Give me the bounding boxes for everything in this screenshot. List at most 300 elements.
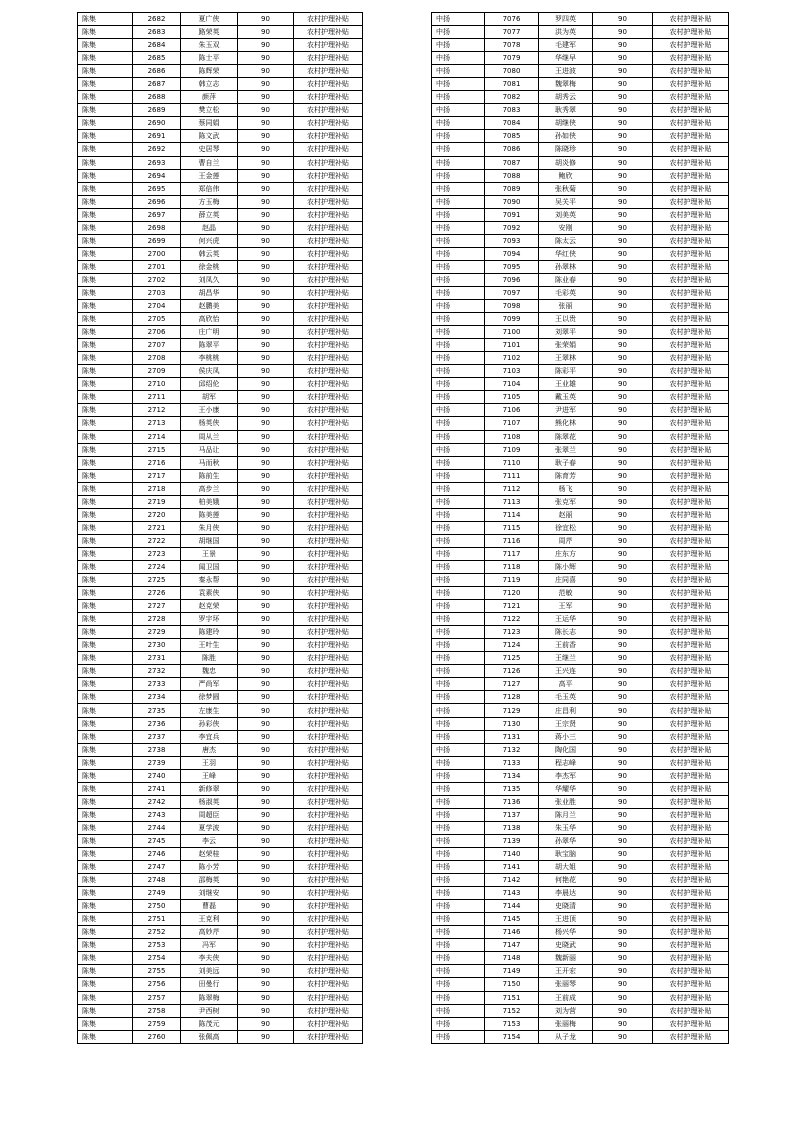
person-name-cell: 杨飞 xyxy=(539,482,593,495)
subsidy-type-cell: 农村护理补贴 xyxy=(653,665,729,678)
subsidy-type-cell: 农村护理补贴 xyxy=(294,626,363,639)
serial-number-cell: 7139 xyxy=(485,834,539,847)
amount-cell: 90 xyxy=(238,848,294,861)
town-cell: 中扬 xyxy=(432,730,485,743)
subsidy-type-cell: 农村护理补贴 xyxy=(294,743,363,756)
person-name-cell: 孙如侠 xyxy=(539,130,593,143)
table-row xyxy=(78,834,363,847)
amount-cell: 90 xyxy=(238,130,294,143)
subsidy-type-cell: 农村护理补贴 xyxy=(294,286,363,299)
serial-number-cell: 2718 xyxy=(133,482,181,495)
table-row xyxy=(78,717,363,730)
table-row xyxy=(78,221,363,234)
subsidy-type-cell: 农村护理补贴 xyxy=(294,600,363,613)
table-row xyxy=(78,247,363,260)
amount-cell: 90 xyxy=(238,730,294,743)
amount-cell: 90 xyxy=(593,391,653,404)
serial-number-cell: 2756 xyxy=(133,978,181,991)
town-cell: 中扬 xyxy=(432,182,485,195)
subsidy-type-cell: 农村护理补贴 xyxy=(653,560,729,573)
serial-number-cell: 2725 xyxy=(133,574,181,587)
subsidy-type-cell: 农村护理补贴 xyxy=(653,26,729,39)
subsidy-type-cell: 农村护理补贴 xyxy=(294,273,363,286)
person-name-cell: 王宗贤 xyxy=(539,717,593,730)
town-cell: 陈集 xyxy=(78,626,133,639)
table-row xyxy=(78,443,363,456)
person-name-cell: 陈翠花 xyxy=(539,430,593,443)
serial-number-cell: 2720 xyxy=(133,508,181,521)
serial-number-cell: 2733 xyxy=(133,678,181,691)
person-name-cell: 曹自兰 xyxy=(181,156,238,169)
town-cell: 中扬 xyxy=(432,352,485,365)
person-name-cell: 冯军 xyxy=(181,939,238,952)
amount-cell: 90 xyxy=(593,626,653,639)
person-name-cell: 杨淑英 xyxy=(181,795,238,808)
subsidy-type-cell: 农村护理补贴 xyxy=(294,156,363,169)
subsidy-type-cell: 农村护理补贴 xyxy=(294,482,363,495)
table-row xyxy=(78,560,363,573)
person-name-cell: 陈士平 xyxy=(181,52,238,65)
amount-cell: 90 xyxy=(238,587,294,600)
person-name-cell: 王景 xyxy=(181,547,238,560)
subsidy-type-cell: 农村护理补贴 xyxy=(294,769,363,782)
table-row xyxy=(78,691,363,704)
serial-number-cell: 7085 xyxy=(485,130,539,143)
table-row xyxy=(78,626,363,639)
town-cell: 中扬 xyxy=(432,887,485,900)
subsidy-type-cell: 农村护理补贴 xyxy=(294,378,363,391)
person-name-cell: 程志峰 xyxy=(539,756,593,769)
subsidy-type-cell: 农村护理补贴 xyxy=(294,926,363,939)
person-name-cell: 胡继国 xyxy=(181,534,238,547)
person-name-cell: 朱月侠 xyxy=(181,521,238,534)
amount-cell: 90 xyxy=(593,456,653,469)
serial-number-cell: 7086 xyxy=(485,143,539,156)
amount-cell: 90 xyxy=(593,78,653,91)
person-name-cell: 邵梅英 xyxy=(181,874,238,887)
person-name-cell: 陈小芳 xyxy=(181,861,238,874)
table-row xyxy=(78,313,363,326)
person-name-cell: 孙翠林 xyxy=(539,260,593,273)
subsidy-type-cell: 农村护理补贴 xyxy=(294,404,363,417)
amount-cell: 90 xyxy=(238,795,294,808)
subsidy-type-cell: 农村护理补贴 xyxy=(653,391,729,404)
serial-number-cell: 7126 xyxy=(485,665,539,678)
amount-cell: 90 xyxy=(593,352,653,365)
subsidy-type-cell: 农村护理补贴 xyxy=(294,221,363,234)
amount-cell: 90 xyxy=(593,991,653,1004)
person-name-cell: 华红侠 xyxy=(539,247,593,260)
table-row xyxy=(432,78,729,91)
serial-number-cell: 2710 xyxy=(133,378,181,391)
serial-number-cell: 7091 xyxy=(485,208,539,221)
amount-cell: 90 xyxy=(593,782,653,795)
table-row xyxy=(432,652,729,665)
amount-cell: 90 xyxy=(238,273,294,286)
person-name-cell: 陈育芳 xyxy=(539,469,593,482)
person-name-cell: 李晨达 xyxy=(539,887,593,900)
person-name-cell: 胡大姐 xyxy=(539,861,593,874)
town-cell: 陈集 xyxy=(78,834,133,847)
serial-number-cell: 7119 xyxy=(485,574,539,587)
serial-number-cell: 2697 xyxy=(133,208,181,221)
serial-number-cell: 2754 xyxy=(133,952,181,965)
table-row xyxy=(432,808,729,821)
serial-number-cell: 2698 xyxy=(133,221,181,234)
subsidy-type-cell: 农村护理补贴 xyxy=(653,1017,729,1030)
subsidy-type-cell: 农村护理补贴 xyxy=(653,378,729,391)
person-name-cell: 胡军 xyxy=(181,391,238,404)
table-row xyxy=(432,130,729,143)
town-cell: 陈集 xyxy=(78,991,133,1004)
serial-number-cell: 2757 xyxy=(133,991,181,1004)
amount-cell: 90 xyxy=(238,104,294,117)
serial-number-cell: 2701 xyxy=(133,260,181,273)
table-row xyxy=(432,547,729,560)
subsidy-type-cell: 农村护理补贴 xyxy=(653,834,729,847)
amount-cell: 90 xyxy=(593,547,653,560)
serial-number-cell: 2683 xyxy=(133,26,181,39)
table-row xyxy=(78,534,363,547)
amount-cell: 90 xyxy=(238,91,294,104)
person-name-cell: 夏广侠 xyxy=(181,13,238,26)
table-row xyxy=(432,143,729,156)
table-row xyxy=(432,208,729,221)
person-name-cell: 罗宇环 xyxy=(181,613,238,626)
amount-cell: 90 xyxy=(238,560,294,573)
serial-number-cell: 7110 xyxy=(485,456,539,469)
town-cell: 中扬 xyxy=(432,26,485,39)
person-name-cell: 朱玉华 xyxy=(539,821,593,834)
roster-table-left xyxy=(77,12,363,1044)
town-cell: 中扬 xyxy=(432,286,485,299)
table-row xyxy=(78,91,363,104)
amount-cell: 90 xyxy=(593,808,653,821)
serial-number-cell: 7128 xyxy=(485,691,539,704)
person-name-cell: 魏忠 xyxy=(181,665,238,678)
subsidy-type-cell: 农村护理补贴 xyxy=(294,534,363,547)
subsidy-type-cell: 农村护理补贴 xyxy=(653,169,729,182)
subsidy-type-cell: 农村护理补贴 xyxy=(653,39,729,52)
table-row xyxy=(432,482,729,495)
amount-cell: 90 xyxy=(238,508,294,521)
town-cell: 陈集 xyxy=(78,848,133,861)
subsidy-type-cell: 农村护理补贴 xyxy=(653,117,729,130)
table-row xyxy=(432,352,729,365)
person-name-cell: 秦永帮 xyxy=(181,574,238,587)
table-row xyxy=(432,534,729,547)
person-name-cell: 王叶生 xyxy=(181,639,238,652)
person-name-cell: 洪为英 xyxy=(539,26,593,39)
subsidy-type-cell: 农村护理补贴 xyxy=(294,443,363,456)
serial-number-cell: 7114 xyxy=(485,508,539,521)
town-cell: 中扬 xyxy=(432,769,485,782)
town-cell: 陈集 xyxy=(78,234,133,247)
amount-cell: 90 xyxy=(238,404,294,417)
person-name-cell: 张秋菊 xyxy=(539,182,593,195)
table-row xyxy=(78,260,363,273)
amount-cell: 90 xyxy=(593,887,653,900)
subsidy-type-cell: 农村护理补贴 xyxy=(653,495,729,508)
subsidy-type-cell: 农村护理补贴 xyxy=(294,130,363,143)
town-cell: 陈集 xyxy=(78,378,133,391)
serial-number-cell: 2707 xyxy=(133,339,181,352)
table-row xyxy=(432,887,729,900)
town-cell: 中扬 xyxy=(432,104,485,117)
town-cell: 中扬 xyxy=(432,691,485,704)
amount-cell: 90 xyxy=(238,352,294,365)
person-name-cell: 徐梦圆 xyxy=(181,691,238,704)
serial-number-cell: 2747 xyxy=(133,861,181,874)
amount-cell: 90 xyxy=(238,156,294,169)
subsidy-type-cell: 农村护理补贴 xyxy=(653,926,729,939)
amount-cell: 90 xyxy=(593,326,653,339)
town-cell: 陈集 xyxy=(78,352,133,365)
person-name-cell: 闻卫国 xyxy=(181,560,238,573)
serial-number-cell: 7078 xyxy=(485,39,539,52)
amount-cell: 90 xyxy=(593,1017,653,1030)
town-cell: 陈集 xyxy=(78,469,133,482)
town-cell: 陈集 xyxy=(78,208,133,221)
subsidy-type-cell: 农村护理补贴 xyxy=(653,469,729,482)
amount-cell: 90 xyxy=(593,26,653,39)
table-row xyxy=(78,769,363,782)
person-name-cell: 张佩高 xyxy=(181,1030,238,1043)
town-cell: 陈集 xyxy=(78,39,133,52)
amount-cell: 90 xyxy=(593,821,653,834)
person-name-cell: 尹西树 xyxy=(181,1004,238,1017)
person-name-cell: 刘翠平 xyxy=(539,326,593,339)
table-row xyxy=(78,39,363,52)
person-name-cell: 韩云英 xyxy=(181,247,238,260)
table-row xyxy=(78,26,363,39)
person-name-cell: 赵荣桂 xyxy=(181,848,238,861)
amount-cell: 90 xyxy=(238,65,294,78)
town-cell: 中扬 xyxy=(432,143,485,156)
subsidy-type-cell: 农村护理补贴 xyxy=(294,887,363,900)
town-cell: 陈集 xyxy=(78,808,133,821)
amount-cell: 90 xyxy=(238,234,294,247)
subsidy-type-cell: 农村护理补贴 xyxy=(294,587,363,600)
town-cell: 中扬 xyxy=(432,260,485,273)
subsidy-type-cell: 农村护理补贴 xyxy=(294,560,363,573)
serial-number-cell: 2723 xyxy=(133,547,181,560)
table-row xyxy=(78,195,363,208)
serial-number-cell: 2721 xyxy=(133,521,181,534)
subsidy-type-cell: 农村护理补贴 xyxy=(653,156,729,169)
town-cell: 陈集 xyxy=(78,300,133,313)
table-row xyxy=(78,156,363,169)
serial-number-cell: 7113 xyxy=(485,495,539,508)
table-row xyxy=(432,965,729,978)
person-name-cell: 马品让 xyxy=(181,443,238,456)
table-row xyxy=(78,169,363,182)
town-cell: 陈集 xyxy=(78,756,133,769)
subsidy-type-cell: 农村护理补贴 xyxy=(294,260,363,273)
amount-cell: 90 xyxy=(593,1004,653,1017)
subsidy-type-cell: 农村护理补贴 xyxy=(653,247,729,260)
town-cell: 陈集 xyxy=(78,326,133,339)
serial-number-cell: 2690 xyxy=(133,117,181,130)
subsidy-type-cell: 农村护理补贴 xyxy=(653,808,729,821)
amount-cell: 90 xyxy=(593,639,653,652)
amount-cell: 90 xyxy=(593,313,653,326)
serial-number-cell: 2758 xyxy=(133,1004,181,1017)
person-name-cell: 陈长志 xyxy=(539,626,593,639)
subsidy-type-cell: 农村护理补贴 xyxy=(294,78,363,91)
town-cell: 中扬 xyxy=(432,1017,485,1030)
person-name-cell: 方玉梅 xyxy=(181,195,238,208)
person-name-cell: 韩立志 xyxy=(181,78,238,91)
amount-cell: 90 xyxy=(593,91,653,104)
person-name-cell: 夏学波 xyxy=(181,821,238,834)
town-cell: 中扬 xyxy=(432,704,485,717)
amount-cell: 90 xyxy=(593,247,653,260)
table-row xyxy=(78,547,363,560)
person-name-cell: 陈前生 xyxy=(181,469,238,482)
serial-number-cell: 7133 xyxy=(485,756,539,769)
serial-number-cell: 7111 xyxy=(485,469,539,482)
serial-number-cell: 7106 xyxy=(485,404,539,417)
subsidy-type-cell: 农村护理补贴 xyxy=(653,769,729,782)
town-cell: 陈集 xyxy=(78,430,133,443)
amount-cell: 90 xyxy=(593,521,653,534)
person-name-cell: 孙彩侠 xyxy=(181,717,238,730)
amount-cell: 90 xyxy=(238,887,294,900)
roster-table-body xyxy=(78,13,363,1044)
person-name-cell: 罗四英 xyxy=(539,13,593,26)
person-name-cell: 刘继安 xyxy=(181,887,238,900)
person-name-cell: 陈彩平 xyxy=(539,365,593,378)
amount-cell: 90 xyxy=(238,639,294,652)
town-cell: 中扬 xyxy=(432,39,485,52)
table-row xyxy=(432,1017,729,1030)
serial-number-cell: 7084 xyxy=(485,117,539,130)
subsidy-type-cell: 农村护理补贴 xyxy=(653,704,729,717)
subsidy-type-cell: 农村护理补贴 xyxy=(653,717,729,730)
subsidy-type-cell: 农村护理补贴 xyxy=(653,195,729,208)
person-name-cell: 高欣怡 xyxy=(181,313,238,326)
town-cell: 中扬 xyxy=(432,313,485,326)
table-row xyxy=(78,730,363,743)
amount-cell: 90 xyxy=(593,469,653,482)
person-name-cell: 庄东方 xyxy=(539,547,593,560)
serial-number-cell: 7082 xyxy=(485,91,539,104)
table-row xyxy=(432,260,729,273)
serial-number-cell: 7149 xyxy=(485,965,539,978)
town-cell: 陈集 xyxy=(78,13,133,26)
amount-cell: 90 xyxy=(238,600,294,613)
subsidy-type-cell: 农村护理补贴 xyxy=(653,286,729,299)
table-row xyxy=(432,273,729,286)
serial-number-cell: 7107 xyxy=(485,417,539,430)
table-row xyxy=(432,900,729,913)
amount-cell: 90 xyxy=(593,717,653,730)
table-row xyxy=(432,247,729,260)
town-cell: 中扬 xyxy=(432,326,485,339)
person-name-cell: 陈美莲 xyxy=(181,508,238,521)
person-name-cell: 刘美远 xyxy=(181,965,238,978)
subsidy-type-cell: 农村护理补贴 xyxy=(294,430,363,443)
person-name-cell: 范敏 xyxy=(539,587,593,600)
town-cell: 中扬 xyxy=(432,273,485,286)
person-name-cell: 陈小辉 xyxy=(539,560,593,573)
serial-number-cell: 2729 xyxy=(133,626,181,639)
amount-cell: 90 xyxy=(593,730,653,743)
town-cell: 陈集 xyxy=(78,861,133,874)
town-cell: 中扬 xyxy=(432,91,485,104)
amount-cell: 90 xyxy=(238,208,294,221)
amount-cell: 90 xyxy=(593,286,653,299)
serial-number-cell: 7116 xyxy=(485,534,539,547)
amount-cell: 90 xyxy=(593,913,653,926)
serial-number-cell: 7148 xyxy=(485,952,539,965)
table-row xyxy=(432,1030,729,1043)
amount-cell: 90 xyxy=(593,965,653,978)
serial-number-cell: 2746 xyxy=(133,848,181,861)
town-cell: 陈集 xyxy=(78,65,133,78)
subsidy-type-cell: 农村护理补贴 xyxy=(294,169,363,182)
table-row xyxy=(432,587,729,600)
subsidy-type-cell: 农村护理补贴 xyxy=(653,547,729,560)
amount-cell: 90 xyxy=(238,769,294,782)
amount-cell: 90 xyxy=(238,13,294,26)
table-row xyxy=(432,65,729,78)
subsidy-type-cell: 农村护理补贴 xyxy=(294,352,363,365)
serial-number-cell: 2702 xyxy=(133,273,181,286)
town-cell: 中扬 xyxy=(432,560,485,573)
serial-number-cell: 7100 xyxy=(485,326,539,339)
table-row xyxy=(78,861,363,874)
amount-cell: 90 xyxy=(593,117,653,130)
person-name-cell: 华继早 xyxy=(539,52,593,65)
table-row xyxy=(432,730,729,743)
subsidy-type-cell: 农村护理补贴 xyxy=(653,221,729,234)
person-name-cell: 李宜兵 xyxy=(181,730,238,743)
amount-cell: 90 xyxy=(593,52,653,65)
table-row xyxy=(432,221,729,234)
town-cell: 中扬 xyxy=(432,808,485,821)
serial-number-cell: 2716 xyxy=(133,456,181,469)
town-cell: 陈集 xyxy=(78,1017,133,1030)
serial-number-cell: 7140 xyxy=(485,848,539,861)
subsidy-type-cell: 农村护理补贴 xyxy=(294,469,363,482)
person-name-cell: 马而秋 xyxy=(181,456,238,469)
serial-number-cell: 2696 xyxy=(133,195,181,208)
town-cell: 中扬 xyxy=(432,848,485,861)
subsidy-type-cell: 农村护理补贴 xyxy=(653,456,729,469)
table-row xyxy=(432,182,729,195)
amount-cell: 90 xyxy=(238,717,294,730)
subsidy-type-cell: 农村护理补贴 xyxy=(294,547,363,560)
subsidy-type-cell: 农村护理补贴 xyxy=(653,143,729,156)
amount-cell: 90 xyxy=(238,913,294,926)
person-name-cell: 耿宝脑 xyxy=(539,848,593,861)
subsidy-type-cell: 农村护理补贴 xyxy=(294,26,363,39)
table-row xyxy=(432,26,729,39)
serial-number-cell: 2700 xyxy=(133,247,181,260)
amount-cell: 90 xyxy=(593,691,653,704)
amount-cell: 90 xyxy=(238,286,294,299)
amount-cell: 90 xyxy=(593,365,653,378)
serial-number-cell: 2685 xyxy=(133,52,181,65)
table-row xyxy=(78,52,363,65)
serial-number-cell: 2734 xyxy=(133,691,181,704)
town-cell: 中扬 xyxy=(432,639,485,652)
amount-cell: 90 xyxy=(593,130,653,143)
amount-cell: 90 xyxy=(593,378,653,391)
person-name-cell: 田曼行 xyxy=(181,978,238,991)
